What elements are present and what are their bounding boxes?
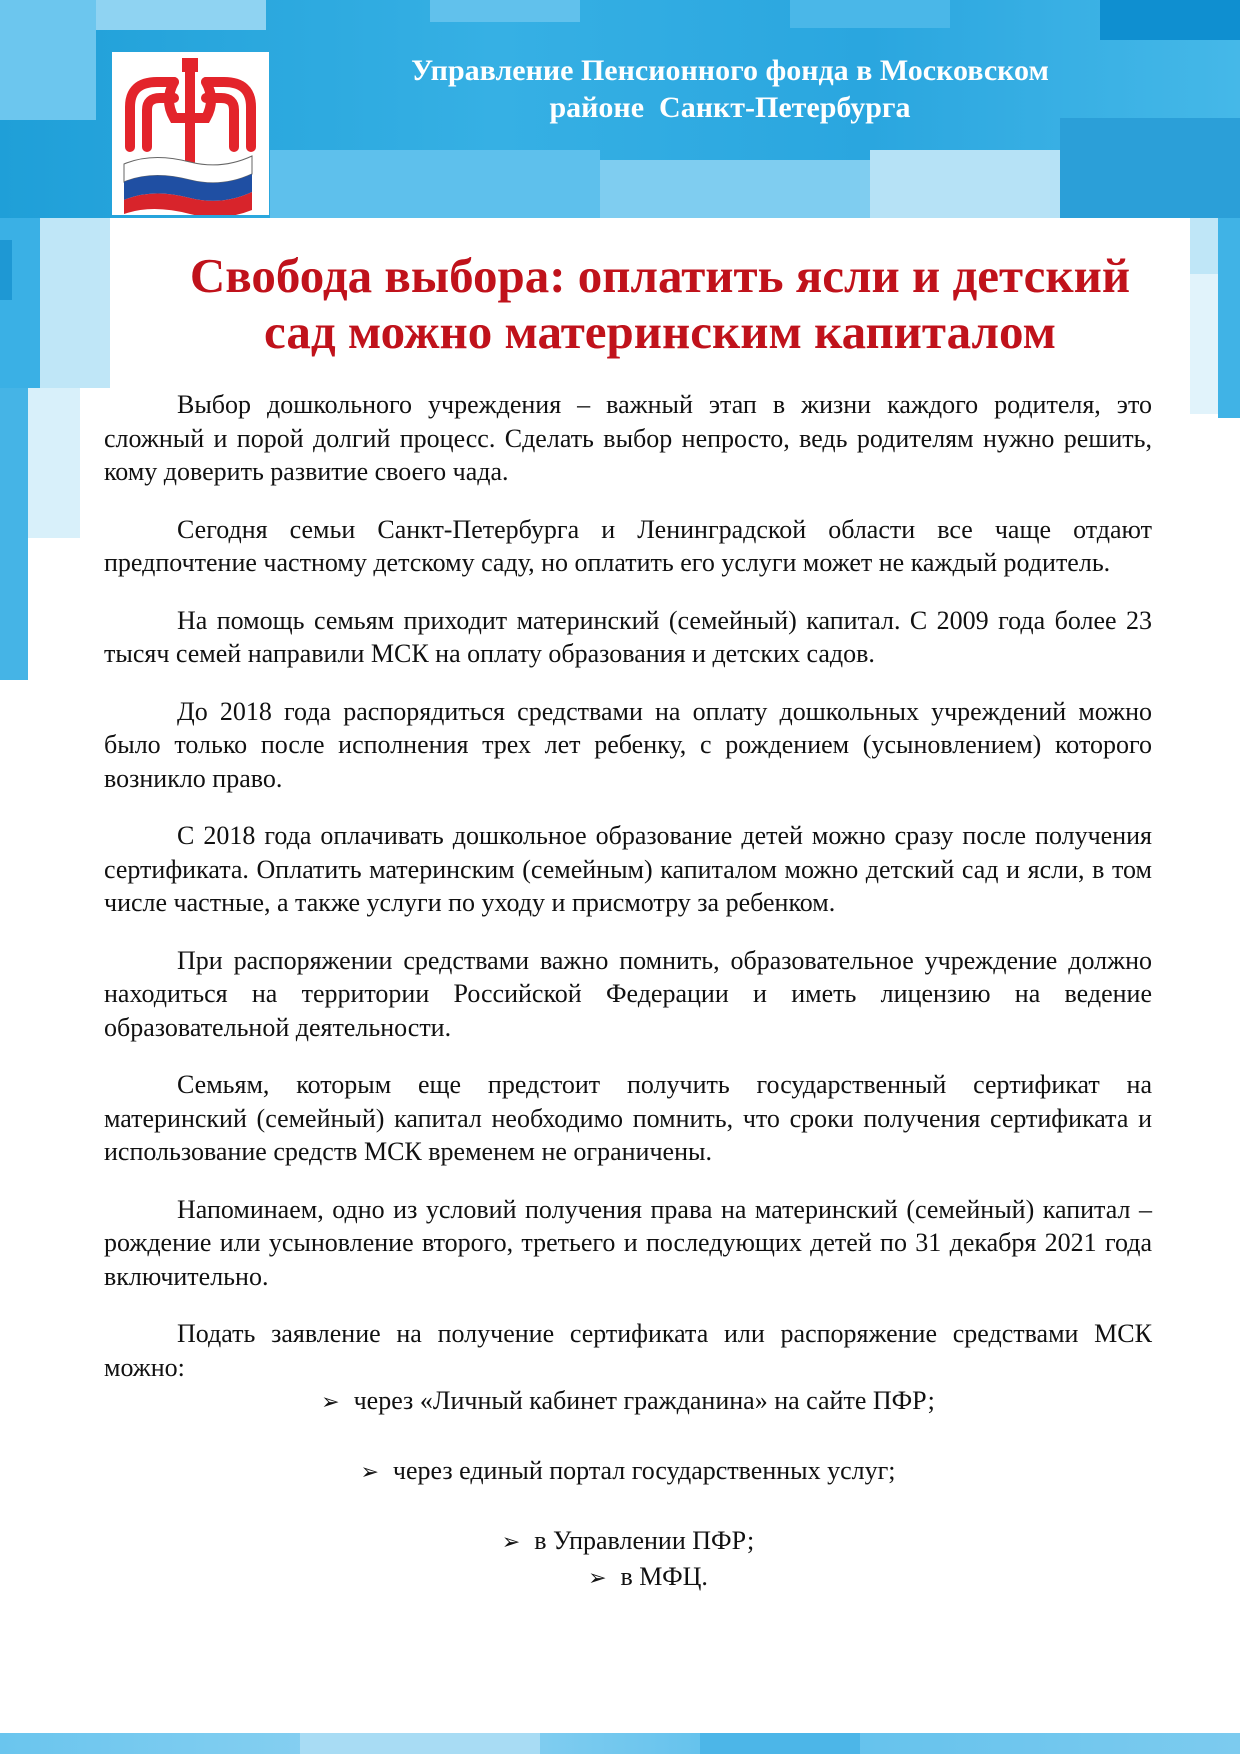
paragraph: Семьям, которым еще предстоит получить государственный сертификат на материнский (семейный) капитал необходимо помнить, что сроки получения сертификата и использование средств МСК временем не ограничены. — [104, 1070, 1152, 1166]
page-title — [120, 248, 1200, 360]
paragraph: Сегодня семьи Санкт-Петербурга и Ленинградской области все чаще отдают предпочтение частному детскому саду, но оплатить его услуги может не каждый родитель. — [104, 514, 1152, 577]
arrow-bullet-icon: ➢ — [588, 1566, 607, 1591]
header-tile — [870, 150, 1060, 218]
footer-strip — [0, 1733, 1240, 1754]
header-tile — [1100, 0, 1240, 40]
list-item — [104, 1524, 1152, 1560]
pfr-logo-icon — [112, 52, 269, 215]
paragraph: Подать заявление на получение сертификата или распоряжение средствами МСК можно: — [104, 1319, 1152, 1382]
side-decor-block — [1218, 218, 1240, 418]
list-item-text: через единый портал государственных услуг; — [392, 1456, 896, 1485]
footer-tile — [300, 1733, 540, 1754]
header-tile — [600, 160, 870, 218]
header-tile — [0, 0, 96, 120]
side-decor-block — [0, 240, 12, 300]
header-tile — [270, 150, 600, 218]
page-title-line1: Свобода выбора: оплатить ясли и детский — [189, 248, 1131, 303]
paragraph: С 2018 года оплачивать дошкольное образование детей можно сразу после получения сертификата. Оплатить материнским (семейным) капиталом можно детский сад и ясли, в том числе частные, а также услуги по уходу и присмотру за ребенком. — [104, 821, 1152, 917]
list-item — [104, 1384, 1152, 1420]
arrow-bullet-icon: ➢ — [321, 1390, 340, 1415]
organization-name-line2: районе Санкт-Петербурга — [549, 91, 911, 124]
paragraph: На помощь семьям приходит материнский (семейный) капитал. С 2009 года более 23 тысяч семей направили МСК на оплату образования и детских садов. — [104, 605, 1152, 668]
side-decor-block — [40, 218, 110, 388]
submission-options-list — [104, 1384, 1152, 1596]
list-item-text: в МФЦ. — [620, 1562, 708, 1591]
paragraph: Напоминаем, одно из условий получения права на материнский (семейный) капитал – рождение или усыновление второго, третьего и последующих детей по 31 декабря 2021 года включительно. — [104, 1194, 1152, 1291]
side-decor-block — [28, 388, 80, 538]
paragraph: До 2018 года распорядиться средствами на оплату дошкольных учреждений можно было только после исполнения трех лет ребенку, с рождением (усыновлением) которого возникло право. — [104, 696, 1152, 793]
list-item — [104, 1454, 1152, 1490]
article-body — [104, 388, 1152, 1596]
list-item-text: в Управлении ПФР; — [534, 1526, 755, 1555]
header-tile — [1060, 118, 1240, 218]
page-title-line2: сад можно материнским капиталом — [264, 304, 1056, 359]
list-item — [104, 1560, 1152, 1596]
header-tile — [430, 0, 580, 22]
paragraph: Выбор дошкольного учреждения – важный этап в жизни каждого родителя, это сложный и порой долгий процесс. Сделать выбор непросто, ведь родителям нужно решить, кому доверить развитие своего чада. — [104, 390, 1152, 486]
side-decor-block — [0, 388, 28, 680]
arrow-bullet-icon: ➢ — [360, 1460, 379, 1485]
header-tile — [790, 0, 950, 28]
header-tile — [96, 0, 266, 30]
organization-name — [300, 52, 1160, 126]
footer-tile — [700, 1733, 860, 1754]
arrow-bullet-icon: ➢ — [501, 1530, 521, 1555]
list-item-text: через «Личный кабинет гражданина» на сайте ПФР; — [353, 1386, 935, 1415]
paragraph: При распоряжении средствами важно помнить, образовательное учреждение должно находиться на территории Российской Федерации и иметь лицензию на ведение образовательной деятельности. — [104, 945, 1152, 1042]
organization-name-line1: Управление Пенсионного фонда в Московском — [411, 54, 1049, 87]
